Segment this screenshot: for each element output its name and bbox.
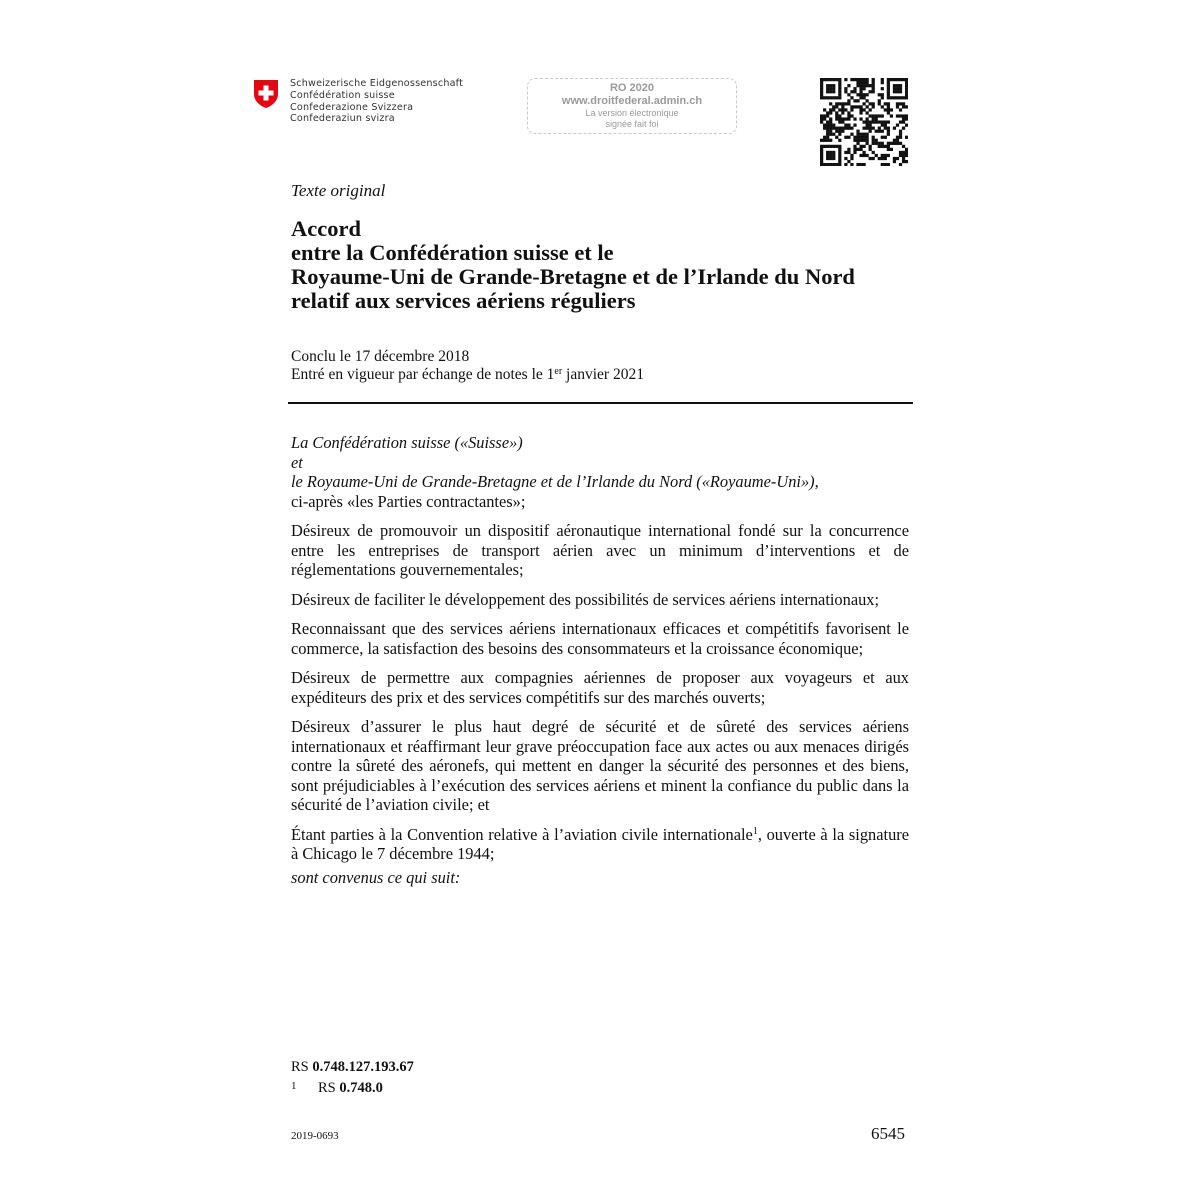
document-type-label: Texte original	[291, 181, 386, 200]
document-id: 2019-0693	[291, 1130, 339, 1142]
footnote-1: 1 RS 0.748.0	[291, 1080, 383, 1096]
document-title	[291, 217, 855, 313]
title-line: entre la Confédération suisse et le	[291, 240, 614, 265]
preamble-paragraph: Reconnaissant que des services aériens internationaux efficaces et compétitifs favorisent le commerce, la satisfaction des besoins des consommateurs et la croissance économique;	[291, 619, 909, 658]
footnote-reference: 1	[752, 825, 758, 837]
title-line: Accord	[291, 216, 361, 241]
preamble-paragraph-convention: Étant parties à la Convention relative à l’aviation civile internationale$^1$, ouverte à la signature à Chicago le 7 décembre 1944;	[291, 824, 909, 863]
concluded-date: Conclu le 17 décembre 2018	[291, 348, 470, 365]
admin-name-rm: Confederaziun svizra	[290, 113, 395, 125]
stamp-url: www.droitfederal.admin.ch	[561, 95, 703, 107]
party-united-kingdom: le Royaume-Uni de Grande-Bretagne et de l’Irlande du Nord («Royaume-Uni»),	[291, 472, 819, 491]
stamp-note-2: signée fait foi	[605, 119, 659, 129]
swiss-cross-shield-icon	[253, 79, 279, 109]
admin-name-fr: Confédération suisse	[290, 89, 395, 101]
footnotes	[291, 1058, 414, 1098]
page-number: 6545	[871, 1124, 905, 1143]
party-switzerland: La Confédération suisse («Suisse»)	[291, 433, 523, 452]
title-line: Royaume-Uni de Grande-Bretagne et de l’Irlande du Nord	[291, 264, 855, 289]
federal-administration-names	[290, 78, 463, 125]
preamble-paragraph: Désireux de faciliter le développement des possibilités de services aériens internationaux;	[291, 589, 880, 609]
preamble-closing: sont convenus ce qui suit:	[291, 867, 461, 887]
qr-code-icon	[820, 78, 908, 166]
party-conjunction: et	[291, 452, 303, 472]
document-dates	[291, 348, 644, 383]
official-publication-stamp	[527, 78, 737, 134]
title-line: relatif aux services aériens réguliers	[291, 288, 636, 313]
admin-name-it: Confederazione Svizzera	[290, 101, 414, 113]
preamble	[291, 433, 909, 887]
preamble-paragraph: Désireux de permettre aux compagnies aériennes de proposer aux voyageurs et aux expéditeurs des prix et des services compétitifs sur des marchés ouverts;	[291, 668, 909, 707]
stamp-collection: RO 2020	[609, 82, 655, 94]
preamble-paragraph: Désireux de promouvoir un dispositif aéronautique international fondé sur la concurrence entre les entreprises de transport aérien avec un minimum d’interventions et de réglementations gouvernementales;	[291, 521, 909, 579]
parties-definition: ci-après «les Parties contractantes»;	[291, 491, 526, 511]
admin-name-de: Schweizerische Eidgenossenschaft	[290, 78, 464, 89]
preamble-paragraph: Désireux d’assurer le plus haut degré de sécurité et de sûreté des services aériens internationaux et réaffirmant leur grave préoccupation face aux actes ou aux menaces dirigés contre la sûreté des aéronefs, qui mettent en danger la sécurité des personnes et des biens, sont préjudiciables à l’exécution des services aériens et minent la confiance du public dans la sécurité de l’aviation civile; et	[291, 717, 909, 814]
entry-into-force-date: Entré en vigueur par échange de notes le 1er janvier 2021	[291, 365, 644, 383]
title-divider	[288, 402, 913, 404]
rs-reference: RS 0.748.127.193.67	[291, 1059, 414, 1075]
stamp-note-1: La version électronique	[585, 108, 679, 118]
